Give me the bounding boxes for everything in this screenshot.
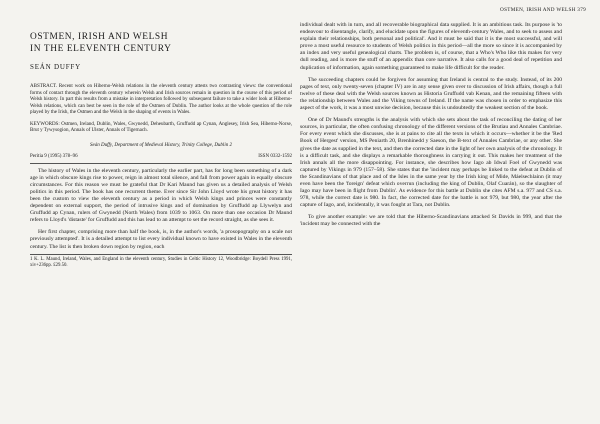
article-title bbox=[30, 32, 292, 55]
left-column bbox=[30, 10, 292, 416]
author-name: SEÁN DUFFY bbox=[30, 63, 81, 71]
paragraph-r3: One of Dr Maund's strengths is the analysis with which she sets about the task of reconciling the dating of her sources, in particular, the often confusing chronology of the different versions of the Brutiau and Annales Cambriae. For every event which she discusses, she is at pains to cite all the texts in which it occurs—whether it be the 'Red Book of Hergest' version, MS Peniarth 20, Brenhinedd y Saeson, the B-text of Annales Cambriae, or any other. She gives the date as supplied in the text, and then the corrected date in the light of her own analysis of the chronology. It is a difficult task, and she displays a remarkable thoroughness in carrying it out. This makes her treatment of the Irish annals all the more disappointing. For instance, she describes how Iago ab Idwal Foel of Gwynedd was captured by Vikings in 979 (157–58). She states that the 'incident may perhaps be linked to the defeat at Dublin of the Scandinavians of that place and of the Isles in the same year by the Irish king of Mide, Máelsechlainn (it may even have been the 'foreign' defeat which overrun (including the king of Dublin, Olaf Cuarán), so the slaughter of Iago may have been in flight from Dublin'. As evidence for this battle at Dublin she cites AFM s.a. 977 and CS s.a. 978, while the correct date is 980. In fact, the corrected date for the battle is not 979, but 980, the year after the capture of Iago, and, incidentally, it was fought at Tara, not Dublin. bbox=[300, 117, 562, 209]
keywords: KEYWORDS: Ostmen, Ireland, Dublin, Wales, Gwynedd, Deheubarth, Gruffudd ap Cynan, Anglesey, Irish Sea, Hiberno-Norse, Brut y Tywysogion, Annals of Ulster, Annals of Tigernach. bbox=[30, 121, 292, 134]
paragraph-2: Her first chapter, comprising more than half the book, is, in the author's words, 'a prosopography on a scale not previously attempted'. It is a detailed attempt to list every individual known to have existed in Wales in the eleventh century. The list is then broken down region by region, each bbox=[30, 229, 292, 250]
affiliation: Seán Duffy, Department of Medieval History, Trinity College, Dublin 2 bbox=[90, 142, 232, 148]
paragraph-r4: To give another example: we are told that the Hiberno-Scandinavians attacked St Davids in 999, and that the 'incident may be connected with the bbox=[300, 214, 562, 228]
citation-line bbox=[30, 154, 292, 164]
paragraph-r1: individual dealt with in turn, and all recoverable biographical data supplied. It is an ambitious task. Its purpose is 'to endeavour to disentangle, clarify, and elucidate upon the figures of eleventh-century Wales, and to seek to assess and explain their relationships, both personal and political'. And it must be said that it is the most successful, and will prove a most useful resource to students of Welsh politics in this period—all the more so since it is accompanied by an index and very useful genealogical charts. The problem is, of course, that a Who's Who like this makes for very dull reading, and is more the stuff of an appendix than core narrative. It also calls for a good deal of repetition and duplication of information, again something guaranteed to make life difficult for the reader. bbox=[300, 22, 562, 71]
running-head: OSTMEN, IRISH AND WELSH 379 bbox=[500, 7, 586, 13]
issn: ISSN 0332-1592 bbox=[258, 154, 292, 160]
footnote: 1 K. L. Maund, Ireland, Wales, and England in the eleventh century, Studies in Celtic History 12, Woodbridge: Boydell Press 1991, xiv+236pp. £29.50. bbox=[30, 254, 292, 269]
right-column bbox=[300, 10, 562, 416]
abstract: ABSTRACT. Recent work on Hiberno-Welsh relations in the eleventh century attests two contrasting views: the conventional forms of contact through the eleventh century wherein Welsh and Irish sources remain in question in the course of this period of Welsh history. In part this results from a mistake in interpretation followed by subsequent failure to take a wider look at Hiberno-Welsh relations, which can best be seen in the role of the Ostmen of Dublin. The author looks at the whole question of the role played by the Irish, the Ostmen and the Welsh in the shaping of events in Wales. bbox=[30, 84, 292, 116]
paragraph-1: The history of Wales in the eleventh century, particularly the earlier part, has for long been something of a dark age in which obscure kings rise to power, reign in almost total silence, and fall from power again in equally obscure circumstances. For this reason we must be grateful that Dr Kari Maund has given us a detailed analysis of Welsh politics in this period. The book has one recurrent theme. Ever since Sir John Lloyd wrote his great history it has been the custom to view the eleventh century as a period in which Welsh kings and princes were constantly dependent on external support, the period of intrusive kings and of domination by Gruffudd ap Llywelyn and Gruffudd ap Cynan, rulers of Gwynedd (North Wales) from 1039 to 1063. On more than one occasion Dr Maund refers to Lloyd's 'distaste' for Gruffudd and this has lead to an attempt to set the record straight, as she sees it. bbox=[30, 167, 292, 224]
paragraph-r2: The succeeding chapters could be forgiven for assuming that Ireland is central to the study. Instead, of its 200 pages of text, only twenty-seven (chapter IV) are in any sense given over to discussion of Irish affairs, though a full twelve of these deal with the Welsh sources known as Historia Gruffudd vab Kenan, and the remaining fifteen with the relationship between Wales and the Viking towns of Ireland. If the name was chosen in order to emphasize this aspect of the work, it was a most unwise decision, because this is undoubtedly the weakest section of the book. bbox=[300, 76, 562, 112]
title-line-2: IN THE ELEVENTH CENTURY bbox=[30, 43, 172, 54]
journal-citation: Peritia 9 (1995) 378–96 bbox=[30, 154, 78, 160]
title-line-1: OSTMEN, IRISH AND WELSH bbox=[30, 32, 169, 42]
